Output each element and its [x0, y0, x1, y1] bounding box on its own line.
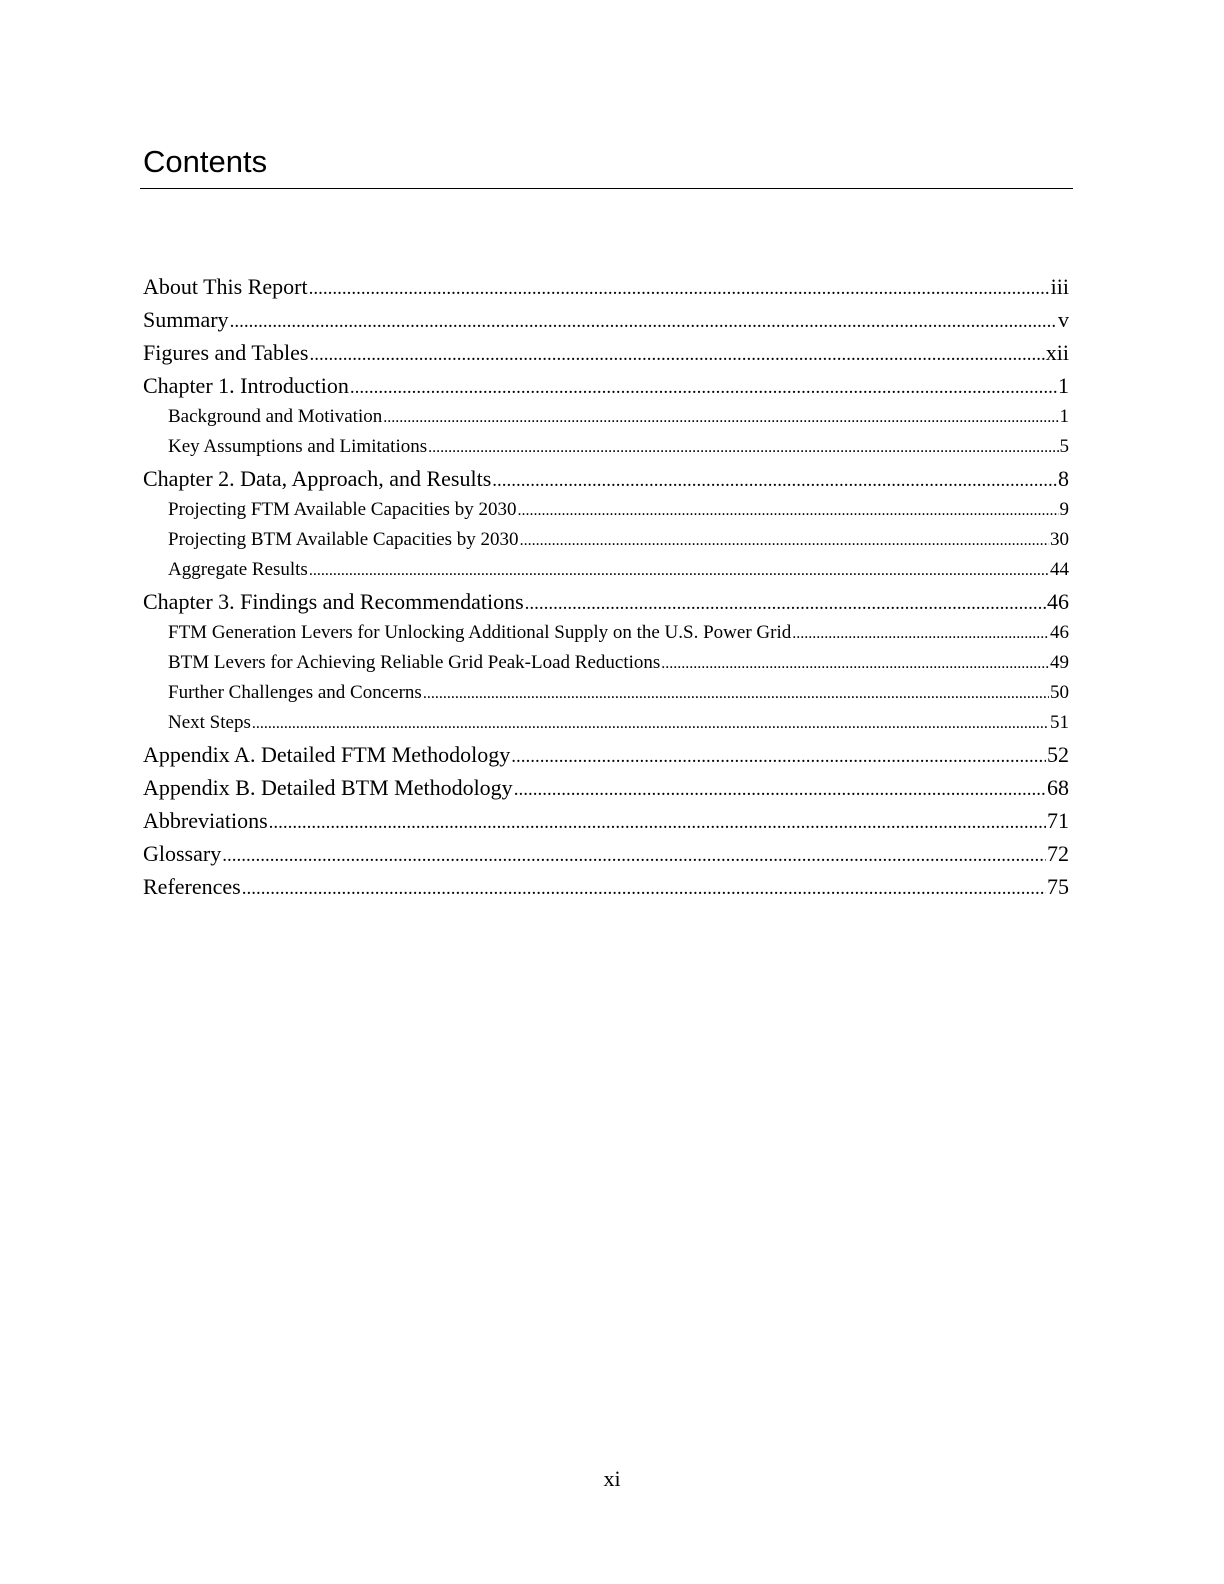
- toc-entry-title: BTM Levers for Achieving Reliable Grid Peak-Load Reductions: [168, 652, 661, 673]
- toc-entry-title: Aggregate Results: [168, 559, 308, 580]
- toc-entry-page: 68: [1047, 775, 1069, 800]
- toc-entry-page: 52: [1047, 742, 1069, 767]
- toc-dot-leader: [383, 403, 1058, 432]
- toc-entry-page: 1: [1058, 373, 1069, 398]
- toc-entry[interactable]: [143, 336, 1069, 369]
- toc-entry-page: 50: [1050, 682, 1069, 703]
- toc-subentry[interactable]: [143, 708, 1069, 738]
- toc-dot-leader: [661, 649, 1049, 678]
- toc-dot-leader: [517, 496, 1058, 525]
- toc-dot-leader: [428, 433, 1058, 462]
- toc-entry[interactable]: [143, 804, 1069, 837]
- toc-dot-leader: [230, 305, 1057, 336]
- toc-dot-leader: [252, 709, 1049, 738]
- table-of-contents: [143, 270, 1069, 903]
- toc-entry-title: Further Challenges and Concerns: [168, 682, 422, 703]
- toc-dot-leader: [222, 839, 1046, 870]
- toc-subentry[interactable]: [143, 618, 1069, 648]
- toc-subentry[interactable]: [143, 648, 1069, 678]
- toc-entry-page: 44: [1050, 559, 1069, 580]
- toc-dot-leader: [520, 526, 1049, 555]
- toc-entry-title: About This Report: [143, 274, 308, 299]
- toc-dot-leader: [242, 872, 1046, 903]
- toc-entry[interactable]: [143, 585, 1069, 618]
- toc-entry-title: FTM Generation Levers for Unlocking Additional Supply on the U.S. Power Grid: [168, 622, 792, 643]
- toc-dot-leader: [511, 740, 1046, 771]
- toc-dot-leader: [309, 338, 1044, 369]
- toc-entry[interactable]: [143, 870, 1069, 903]
- toc-entry-title: Figures and Tables: [143, 340, 309, 365]
- toc-entry[interactable]: [143, 462, 1069, 495]
- toc-entry-page: 46: [1047, 589, 1069, 614]
- toc-entry-page: 71: [1047, 808, 1069, 833]
- toc-entry-title: Background and Motivation: [168, 406, 383, 427]
- toc-entry-title: Projecting BTM Available Capacities by 2030: [168, 529, 519, 550]
- toc-entry-title: Appendix A. Detailed FTM Methodology: [143, 742, 511, 767]
- toc-subentry[interactable]: [143, 678, 1069, 708]
- toc-entry-page: 1: [1059, 406, 1069, 427]
- toc-dot-leader: [492, 464, 1057, 495]
- toc-entry[interactable]: [143, 837, 1069, 870]
- toc-entry[interactable]: [143, 369, 1069, 402]
- toc-entry-title: Chapter 2. Data, Approach, and Results: [143, 466, 492, 491]
- toc-subentry[interactable]: [143, 402, 1069, 432]
- toc-entry[interactable]: [143, 303, 1069, 336]
- toc-entry-page: v: [1058, 307, 1069, 332]
- toc-subentry[interactable]: [143, 555, 1069, 585]
- toc-dot-leader: [514, 773, 1046, 804]
- toc-dot-leader: [423, 679, 1049, 708]
- toc-entry-page: xii: [1045, 340, 1069, 365]
- toc-dot-leader: [309, 556, 1049, 585]
- toc-entry-title: References: [143, 874, 241, 899]
- toc-entry-page: 46: [1050, 622, 1069, 643]
- toc-entry-page: 5: [1059, 436, 1069, 457]
- toc-entry-page: 75: [1047, 874, 1069, 899]
- toc-entry[interactable]: [143, 270, 1069, 303]
- toc-entry-page: 9: [1059, 499, 1069, 520]
- heading-divider: [140, 188, 1073, 189]
- toc-entry-title: Summary: [143, 307, 229, 332]
- toc-subentry[interactable]: [143, 495, 1069, 525]
- toc-entry-page: iii: [1050, 274, 1069, 299]
- page-number: xi: [603, 1466, 621, 1491]
- toc-entry-title: Chapter 1. Introduction: [143, 373, 349, 398]
- toc-entry-page: 8: [1058, 466, 1069, 491]
- page-title: Contents: [143, 144, 268, 179]
- toc-entry[interactable]: [143, 738, 1069, 771]
- toc-entry-page: 49: [1050, 652, 1069, 673]
- toc-dot-leader: [269, 806, 1046, 837]
- toc-entry-title: Chapter 3. Findings and Recommendations: [143, 589, 524, 614]
- toc-entry-page: 30: [1050, 529, 1069, 550]
- toc-entry-title: Appendix B. Detailed BTM Methodology: [143, 775, 513, 800]
- toc-entry-title: Abbreviations: [143, 808, 268, 833]
- toc-entry-title: Projecting FTM Available Capacities by 2030: [168, 499, 517, 520]
- toc-dot-leader: [350, 371, 1057, 402]
- toc-entry-page: 72: [1047, 841, 1069, 866]
- toc-dot-leader: [309, 272, 1050, 303]
- toc-entry-title: Next Steps: [168, 712, 251, 733]
- toc-dot-leader: [792, 619, 1049, 648]
- toc-entry-title: Key Assumptions and Limitations: [168, 436, 428, 457]
- toc-subentry[interactable]: [143, 525, 1069, 555]
- toc-entry-title: Glossary: [143, 841, 222, 866]
- toc-subentry[interactable]: [143, 432, 1069, 462]
- toc-entry-page: 51: [1050, 712, 1069, 733]
- toc-entry[interactable]: [143, 771, 1069, 804]
- toc-dot-leader: [525, 587, 1046, 618]
